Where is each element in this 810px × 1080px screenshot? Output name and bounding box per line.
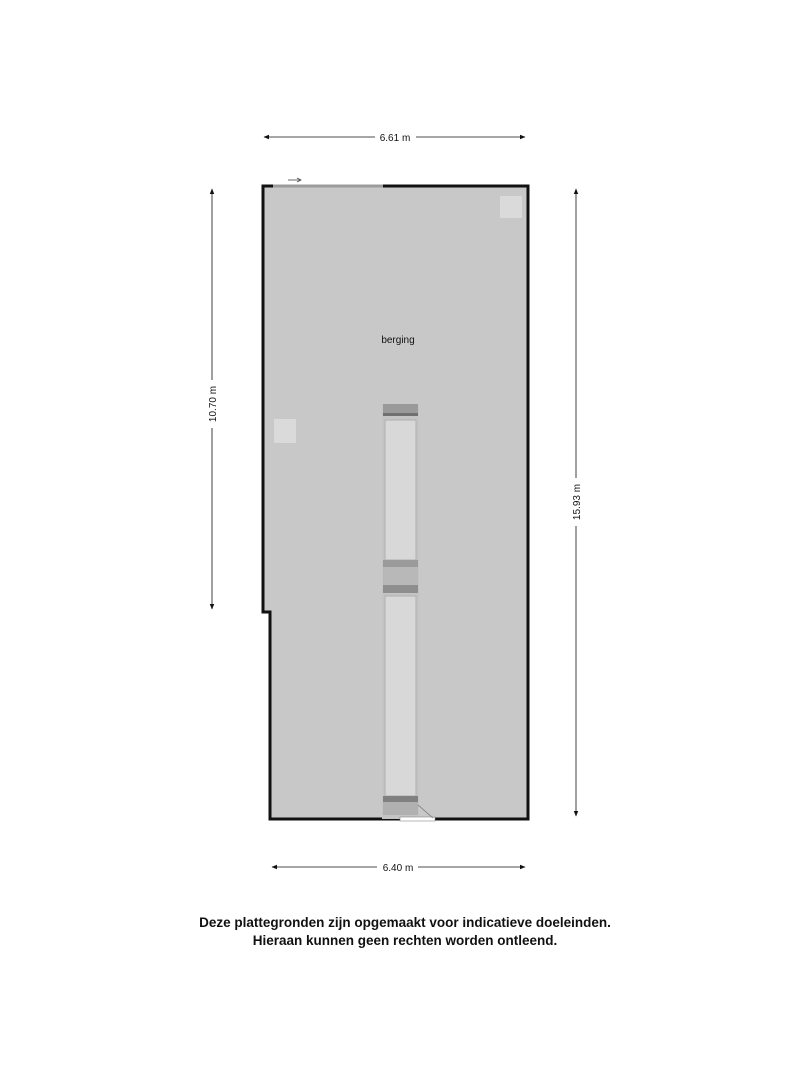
central-beam bbox=[382, 404, 419, 819]
disclaimer-line-1: Deze plattegronden zijn opgemaakt voor indicatieve doeleinden. bbox=[199, 915, 611, 930]
dimension-top-width bbox=[264, 133, 525, 144]
skylight-top-right bbox=[500, 196, 522, 218]
dimension-top-label: 6.61 m bbox=[379, 133, 411, 144]
dimension-left-label: 10.70 m bbox=[208, 385, 219, 423]
disclaimer-line-2: Hieraan kunnen geen rechten worden ontleend. bbox=[252, 933, 558, 948]
dimension-left-depth bbox=[208, 189, 219, 609]
dimension-right-label: 15.93 m bbox=[572, 483, 583, 521]
direction-arrow-icon bbox=[288, 178, 301, 182]
dimension-right-depth bbox=[572, 189, 583, 816]
skylight-left bbox=[274, 419, 296, 443]
dimension-bottom-label: 6.40 m bbox=[382, 863, 414, 874]
disclaimer bbox=[0, 914, 810, 950]
room-label: berging bbox=[381, 335, 415, 346]
dimension-bottom-width bbox=[272, 863, 525, 874]
